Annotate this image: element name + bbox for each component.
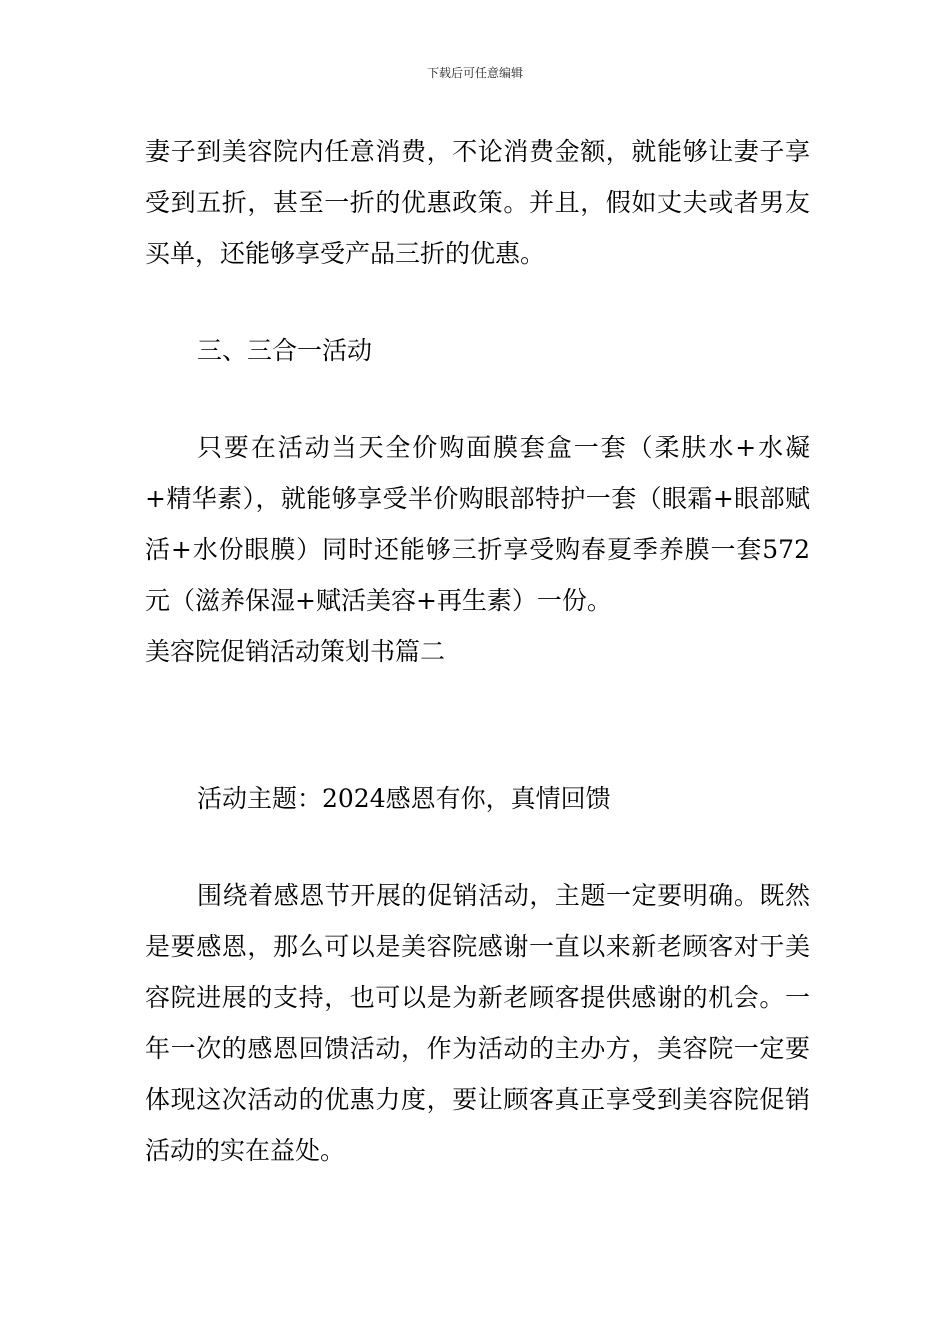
spacer: [145, 279, 810, 325]
spacer: [145, 376, 810, 422]
activity-theme: 活动主题：2024感恩有你，真情回馈: [197, 784, 611, 813]
document-body: [145, 126, 810, 1176]
paragraph-discount-policy: 妻子到美容院内任意消费，不论消费金额，就能够让妻子享受到五折，甚至一折的优惠政策。并且，假如丈夫或者男友买单，还能够享受产品三折的优惠。: [145, 137, 810, 268]
paragraph-three-in-one-offer: 只要在活动当天全价购面膜套盒一套（柔肤水+水凝+精华素），就能够享受半价购眼部特护一套（眼霜+眼部赋活+水份眼膜）同时还能够三折享受购春夏季养膜一套572元（滋养保湿+赋活美容+再生素）一份。: [145, 433, 810, 615]
section-title: 美容院促销活动策划书篇二: [145, 637, 446, 666]
paragraph-thanksgiving-promotion: 围绕着感恩节开展的促销活动，主题一定要明确。既然是要感恩，那么可以是美容院感谢一直以来新老顾客对于美容院进展的支持，也可以是为新老顾客提供感谢的机会。一年一次的感恩回馈活动，作为活动的主办方，美容院一定要体现这次活动的优惠力度，要让顾客真正享受到美容院促销活动的实在益处。: [145, 881, 810, 1165]
page-header: 下载后可任意编辑: [426, 66, 523, 80]
spacer: [145, 677, 810, 773]
heading-three-in-one: 三、三合一活动: [197, 336, 373, 365]
spacer: [145, 824, 810, 870]
